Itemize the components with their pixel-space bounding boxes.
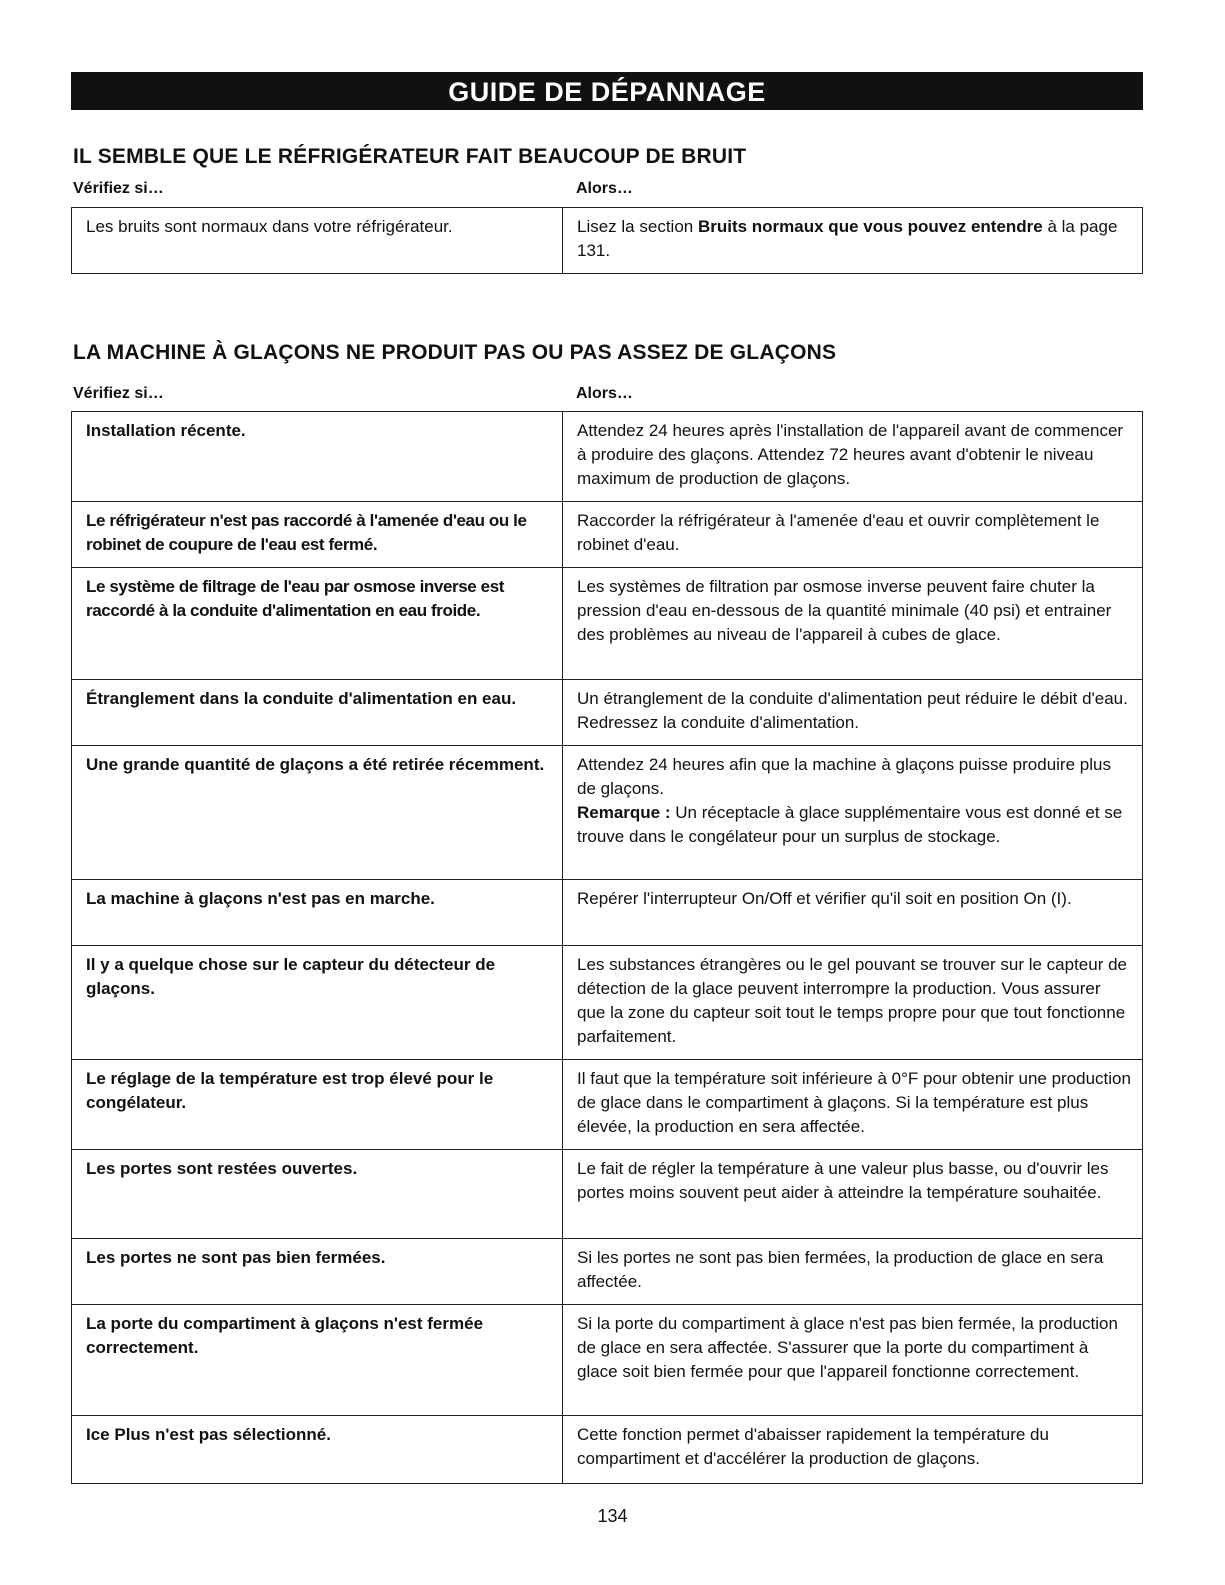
action-cell: [563, 208, 1143, 274]
action-cell: Un étranglement de la conduite d'alimentation peut réduire le débit d'eau. Redressez la conduite d'alimentation.: [563, 680, 1143, 746]
action-cell: Il faut que la température soit inférieure à 0°F pour obtenir une production de glace dans le compartiment à glaçons. Si la température est plus élevée, la production en sera affectée.: [563, 1060, 1143, 1150]
check-cell: Le réglage de la température est trop élevé pour le congélateur.: [72, 1060, 563, 1150]
action-text: Attendez 24 heures afin que la machine à glaçons puisse produire plus de glaçons.: [577, 755, 1111, 798]
check-cell: Le réfrigérateur n'est pas raccordé à l'amenée d'eau ou le robinet de coupure de l'eau est fermé.: [72, 502, 563, 568]
section-title-noise: IL SEMBLE QUE LE RÉFRIGÉRATEUR FAIT BEAUCOUP DE BRUIT: [73, 145, 747, 168]
action-cell: Si la porte du compartiment à glace n'est pas bien fermée, la production de glace en sera affectée. S'assurer que la porte du compartiment à glace soit bien fermée pour que l'appareil fonctionne correctement.: [563, 1305, 1143, 1416]
noise-table: [71, 207, 1143, 274]
column-header-check: Vérifiez si…: [73, 385, 164, 402]
table-row: [72, 208, 1143, 274]
action-cell: Si les portes ne sont pas bien fermées, la production de glace en sera affectée.: [563, 1239, 1143, 1305]
check-cell: Les portes ne sont pas bien fermées.: [72, 1239, 563, 1305]
table-row: [72, 680, 1143, 746]
note-label: Remarque :: [577, 803, 671, 822]
check-cell: Ice Plus n'est pas sélectionné.: [72, 1416, 563, 1484]
table-row: [72, 502, 1143, 568]
action-cell: Les substances étrangères ou le gel pouvant se trouver sur le capteur de détection de la glace peuvent interrompre la production. Vous assurer que la zone du capteur soit tout le temps propre pour que tout fonctionne parfaitement.: [563, 946, 1143, 1060]
check-cell: Installation récente.: [72, 412, 563, 502]
page-banner: GUIDE DE DÉPANNAGE: [71, 72, 1143, 110]
table-row: [72, 1150, 1143, 1239]
note-text: Un réceptacle à glace supplémentaire vous est donné et se trouve dans le congélateur pour un surplus de stockage.: [577, 803, 1123, 846]
action-cell: Les systèmes de filtration par osmose inverse peuvent faire chuter la pression d'eau en-dessous de la quantité minimale (40 psi) et entrainer des problèmes au niveau de l'appareil à cubes de glace.: [563, 568, 1143, 680]
action-cell: Le fait de régler la température à une valeur plus basse, ou d'ouvrir les portes moins souvent peut aider à atteindre la température souhaitée.: [563, 1150, 1143, 1239]
table-row: [72, 412, 1143, 502]
check-cell: Les bruits sont normaux dans votre réfrigérateur.: [72, 208, 563, 274]
check-cell: Une grande quantité de glaçons a été retirée récemment.: [72, 746, 563, 880]
check-cell: Le système de filtrage de l'eau par osmose inverse est raccordé à la conduite d'alimentation en eau froide.: [72, 568, 563, 680]
action-cell: Raccorder la réfrigérateur à l'amenée d'eau et ouvrir complètement le robinet d'eau.: [563, 502, 1143, 568]
column-header-check: Vérifiez si…: [73, 180, 164, 197]
action-text: à la page 131.: [577, 217, 1118, 260]
check-cell: Les portes sont restées ouvertes.: [72, 1150, 563, 1239]
action-cell: [563, 746, 1143, 880]
check-cell: La machine à glaçons n'est pas en marche.: [72, 880, 563, 946]
table-row: [72, 880, 1143, 946]
check-cell: La porte du compartiment à glaçons n'est fermée correctement.: [72, 1305, 563, 1416]
check-cell: Il y a quelque chose sur le capteur du détecteur de glaçons.: [72, 946, 563, 1060]
table-row: [72, 1239, 1143, 1305]
action-cell: Attendez 24 heures après l'installation de l'appareil avant de commencer à produire des glaçons. Attendez 72 heures avant d'obtenir le niveau maximum de production de glaçons.: [563, 412, 1143, 502]
table-row: [72, 1060, 1143, 1150]
table-row: [72, 946, 1143, 1060]
icemaker-table: [71, 411, 1143, 1484]
action-cell: Repérer l'interrupteur On/Off et vérifier qu'il soit en position On (I).: [563, 880, 1143, 946]
table-row: [72, 1305, 1143, 1416]
table-row: [72, 1416, 1143, 1484]
check-cell: Étranglement dans la conduite d'alimentation en eau.: [72, 680, 563, 746]
table-row: [72, 568, 1143, 680]
action-cell: Cette fonction permet d'abaisser rapidement la température du compartiment et d'accélérer la production de glaçons.: [563, 1416, 1143, 1484]
column-header-then: Alors…: [576, 385, 633, 402]
section-reference: Bruits normaux que vous pouvez entendre: [697, 217, 1043, 236]
table-row: [72, 746, 1143, 880]
section-title-icemaker: LA MACHINE À GLAÇONS NE PRODUIT PAS OU PAS ASSEZ DE GLAÇONS: [73, 341, 837, 364]
column-header-then: Alors…: [576, 180, 633, 197]
action-text: Lisez la section: [577, 217, 698, 236]
page-number: 134: [597, 1506, 628, 1526]
